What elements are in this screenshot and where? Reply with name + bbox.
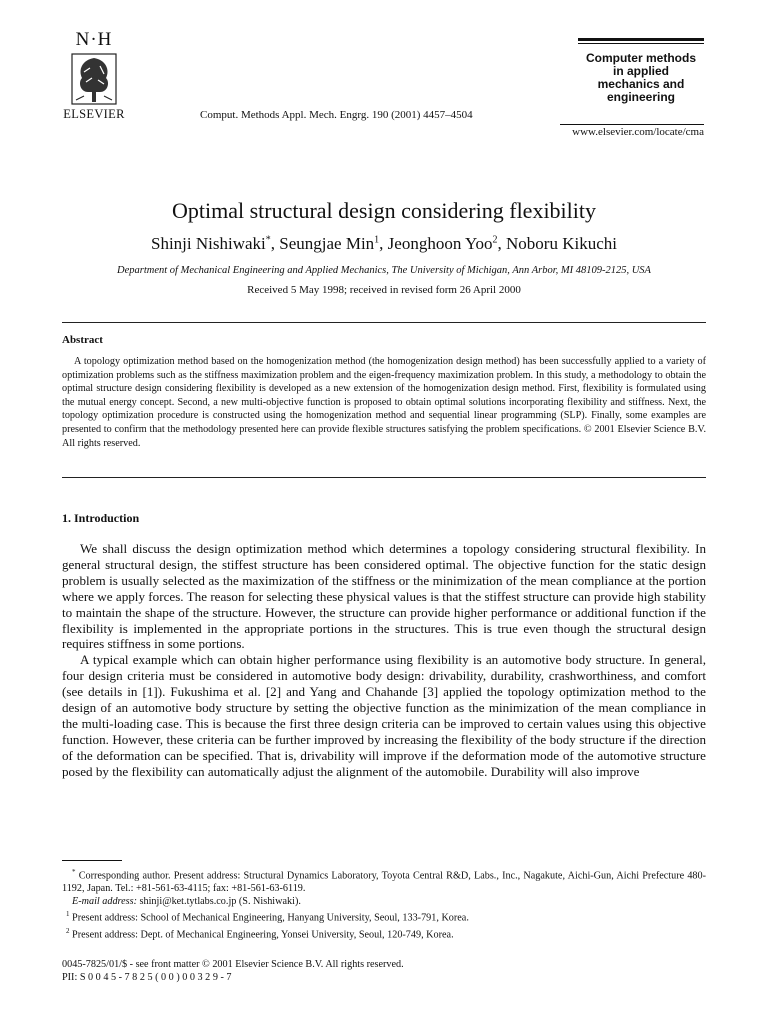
footnote-text: Present address: Dept. of Mechanical Engineering, Yonsei University, Seoul, 120-749, Korea. [72, 929, 454, 941]
journal-citation: Comput. Methods Appl. Mech. Engrg. 190 (2001) 4457–4504 [200, 109, 473, 121]
elsevier-tree-icon [70, 52, 118, 106]
author-mark[interactable]: 1 [374, 234, 380, 246]
publisher-logo [52, 30, 136, 122]
logo-initials: N·H [75, 29, 113, 50]
footnotes [62, 866, 706, 942]
footnote-text: Corresponding author. Present address: Structural Dynamics Laboratory, Toyota Central R&D, Labs., Inc., Nagakute, Aichi-Gun, Aichi Prefecture 480-1192, Japan. Tel.: +81-561-63-4115; fax: +81-561-63-6119. [62, 870, 707, 894]
abstract-heading: Abstract [62, 334, 103, 346]
journal-name-line: in applied [612, 64, 669, 78]
masthead-bottom-rule [560, 124, 704, 125]
footnote-text: Present address: School of Mechanical Engineering, Hanyang University, Seoul, 133-791, Korea. [72, 912, 469, 924]
footnote-rule [62, 860, 122, 861]
journal-name-line: Computer methods [585, 51, 696, 65]
abstract-text: A topology optimization method based on the homogenization method (the homogenization design method) has been successfully applied to a variety of optimization problems such as the stiffness maximization problem and the eigen-frequency maximization problem. In this study, a methodology to obtain the optimal structure design considering flexibility is developed as a new extension of the homogenization design method. First, flexibility is formulated using the mutual energy concept. Second, a new multi-objective function is proposed to obtain optimal solutions incorporating flexibility and stiffness. Next, the topology optimization procedure is constructed using the homogenization method and sequential linear programming (SLP). Finally, some examples are presented to confirm that the methodology presented here can provide flexible structures satisfying the problem specifications. © 2001 Elsevier Science B.V. All rights reserved. [62, 356, 706, 449]
author-name: Seungjae Min [279, 234, 375, 253]
footnote-corresponding [62, 866, 706, 896]
journal-url[interactable]: www.elsevier.com/locate/cma [572, 126, 704, 138]
footnote-email [62, 896, 706, 909]
author-mark[interactable]: * [265, 234, 271, 246]
footnote-mark: * [72, 868, 76, 876]
email-label: E-mail address: [72, 895, 137, 907]
masthead-rule-thick [578, 38, 704, 41]
body-paragraph: We shall discuss the design optimization method which determines a topology considering structural flexibility. In general structural design, the stiffest structure has been considered optimal. The objective function for the static design problem is usually selected as the maximization of the stiffness or the minimization of the mean compliance at the portion where we apply forces. The reason for selecting these physical values is that the stiffest structure can provide high stability to maintain the shape of the structure. However, the structure can provide higher performance or additional function if the flexibility is implemented in the appropriate portions in the structures. This is true even though the structural design requires stiffness in some portions. [62, 541, 706, 652]
journal-name-line: mechanics and [597, 77, 685, 91]
footnote-mark: 2 [66, 927, 70, 936]
abstract-bottom-rule [62, 477, 706, 478]
footnote-mark: 1 [66, 910, 70, 919]
body-paragraph: A typical example which can obtain higher performance using flexibility is an automotive body structure. In general, four design criteria must be considered in automotive body design: drivability, durability, crashworthiness, and comfort (see details in [1]). Fukushima et al. [2] and Yang and Chahande [3] applied the topology optimization method to the design of an automotive body structure by setting the objective function as the minimization of the mean compliance in the multi-loading case. This is because the first three design criteria can be improved to certain values using this objective function. However, these criteria can be further improved by increasing the flexibility of the body structure if the direction of the deformation can be specified. That is, drivability will improve if the deformation mode of the automotive structure posed by the flexibility can automatically adjust the alignment of the automobile. Durability will also improve [62, 652, 706, 779]
copyright-line: 0045-7825/01/$ - see front matter © 2001 Elsevier Science B.V. All rights reserved. [62, 959, 404, 970]
author-mark[interactable]: 2 [492, 234, 498, 246]
footnote-2 [62, 925, 706, 942]
affiliation: Department of Mechanical Engineering and Applied Mechanics, The University of Michigan, Ann Arbor, MI 48109-2125, USA [117, 265, 651, 276]
footnote-1 [62, 908, 706, 925]
abstract-top-rule [62, 322, 706, 323]
section-heading: 1. Introduction [62, 511, 140, 525]
journal-name [578, 52, 704, 104]
journal-masthead [578, 38, 704, 104]
email-address[interactable]: shinji@ket.tytlabs.co.jp (S. Nishiwaki). [139, 895, 301, 907]
section-body [62, 541, 706, 780]
front-matter-info [62, 958, 404, 984]
journal-name-line: engineering [606, 90, 675, 104]
masthead-rule-thin [578, 43, 704, 44]
pii-line: PII: S 0 0 4 5 - 7 8 2 5 ( 0 0 ) 0 0 3 2 9 - 7 [62, 972, 232, 983]
paper-title: Optimal structural design considering flexibility [171, 198, 597, 223]
author-list [0, 234, 768, 254]
author-name: Jeonghoon Yoo [387, 234, 493, 253]
author-separator: , [379, 234, 388, 253]
author-name: Noboru Kikuchi [506, 234, 617, 253]
author-separator: , [270, 234, 280, 253]
author-name: Shinji Nishiwaki [151, 234, 266, 253]
received-dates: Received 5 May 1998; received in revised form 26 April 2000 [247, 284, 521, 296]
author-separator: , [497, 234, 507, 253]
publisher-name: ELSEVIER [63, 107, 125, 121]
